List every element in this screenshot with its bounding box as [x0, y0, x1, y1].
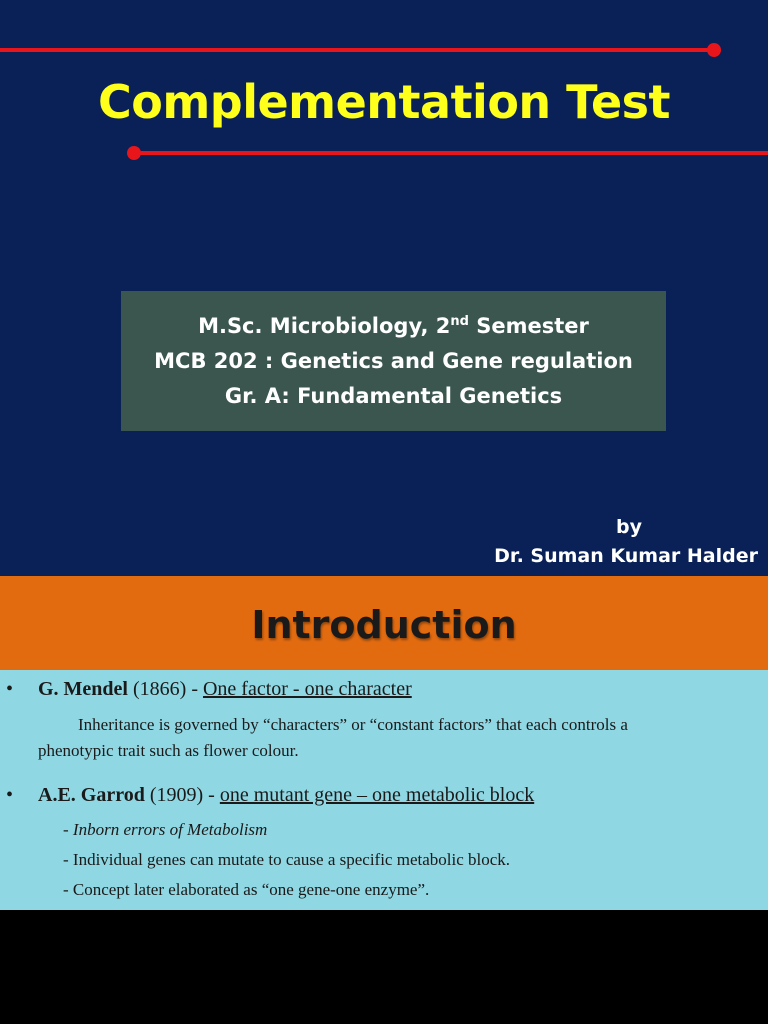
author-name: Dr. Suman Kumar Halder — [494, 545, 758, 567]
top-accent-line — [0, 48, 714, 52]
garrod-sub-point: - Concept later elaborated as “one gene-one enzyme”. — [63, 880, 430, 899]
introduction-body — [0, 670, 768, 910]
bullet-mark: • — [6, 678, 14, 700]
introduction-title: Introduction — [251, 603, 517, 647]
course-group: Gr. A: Fundamental Genetics — [224, 383, 563, 408]
mendel-description-line: phenotypic trait such as flower colour. — [38, 741, 299, 760]
by-label: by — [616, 516, 642, 538]
mendel-heading: G. Mendel (1866) - One factor - one character — [38, 678, 412, 700]
mendel-description-line: Inheritance is governed by “characters” or “constant factors” that each controls a — [78, 715, 628, 734]
introduction-header — [0, 576, 768, 670]
course-info-box — [121, 291, 666, 431]
garrod-sub-point: - Individual genes can mutate to cause a specific metabolic block. — [63, 850, 511, 869]
bottom-accent-line — [134, 151, 768, 155]
garrod-heading: A.E. Garrod (1909) - one mutant gene – one metabolic block — [38, 784, 535, 806]
garrod-sub-point: - Inborn errors of Metabolism — [63, 820, 268, 839]
course-code: MCB 202 : Genetics and Gene regulation — [154, 348, 633, 373]
top-accent-dot — [707, 43, 721, 57]
bullet-mark: • — [6, 784, 14, 806]
course-program: M.Sc. Microbiology, 2nd Semester — [198, 313, 589, 338]
slide-title: Complementation Test — [97, 75, 671, 129]
bottom-accent-dot — [127, 146, 141, 160]
